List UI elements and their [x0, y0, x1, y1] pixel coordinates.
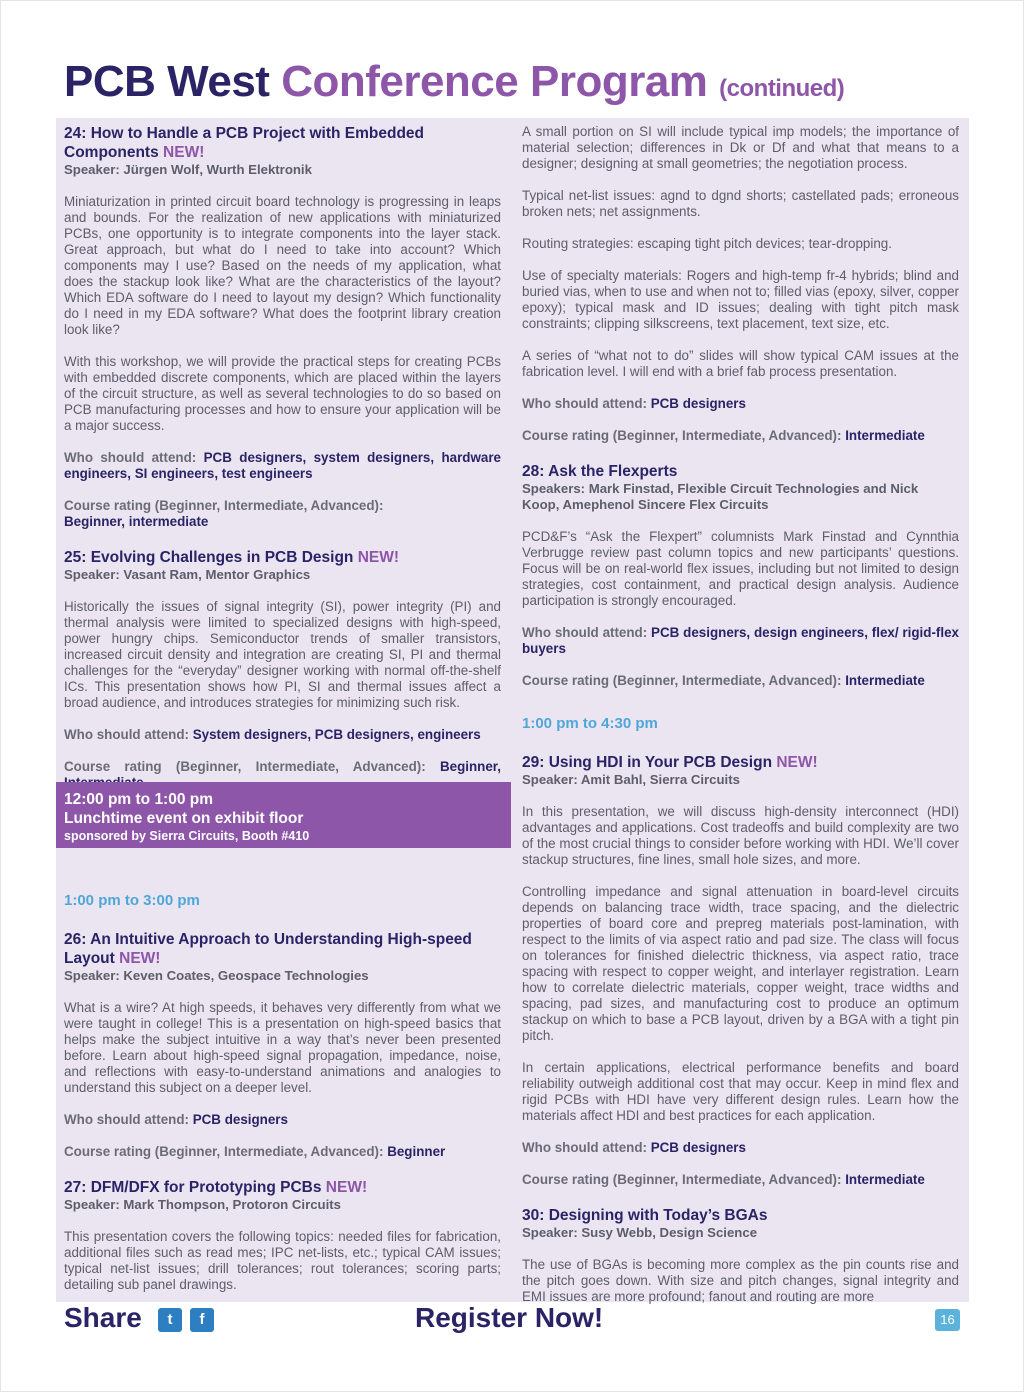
- page-title: [64, 56, 844, 115]
- course-rating: Course rating (Beginner, Intermediate, Advanced): Intermediate: [522, 673, 925, 688]
- twitter-icon[interactable]: t: [158, 1308, 182, 1332]
- session-speaker: Speakers: Mark Finstad, Flexible Circuit Technologies and Nick Koop, Amephenol Sincere Flex Circuits: [522, 481, 919, 512]
- session-title: 26: An Intuitive Approach to Understanding High-speed Layout NEW!: [64, 931, 472, 967]
- session-description: Miniaturization in printed circuit board technology is progressing in leaps and bounds. For the realization of new applications with miniaturized PCBs, one opportunity is to integrate components into the layer stack. Great approach, but what do I need to take into account? Which components may I use? Based on the needs of my application, what does the stackup look like? What are the characteristics of the layout? Which EDA software do I need to layout my design? Which functionality do I need in my EDA software? What does the footprint library creation look like?: [64, 194, 501, 337]
- time-slot: 1:00 pm to 3:00 pm: [64, 892, 200, 909]
- session-26: [64, 930, 501, 1160]
- session-25: [64, 548, 501, 791]
- who-should-attend: Who should attend: PCB designers: [64, 1112, 288, 1127]
- session-description: What is a wire? At high speeds, it behaves very differently from what we were taught in college! This is a presentation on high-speed basics that helps make the subject intuitive in a way that’s never been presented before. Learn about high-speed signal propagation, impedance, noise, and reflections with easy-to-understand animations and analogies to understand this subject on a deeper level.: [64, 1000, 501, 1095]
- session-speaker: Speaker: Keven Coates, Geospace Technologies: [64, 968, 369, 983]
- session-title: 29: Using HDI in Your PCB Design NEW!: [522, 754, 818, 771]
- session-description: Controlling impedance and signal attenuation in board-level circuits depends on balancing trace width, trace spacing, and the dielectric properties of board core and prepreg materials post-lamination, with respect to the limits of via aspect ratio and pad size. The class will focus on tolerances for finished dielectric thickness, via aspect ratio, trace spacing with respect to copper weight, and interlayer registration. Learn how to correlate dielectric materials, copper weight, trace widths and spacing, pad sizes, and manufacturing cost to produce an optimum stackup on which to base a PCB layout, driven by a BGA with a tight pin pitch.: [522, 884, 959, 1043]
- lunch-sponsor: sponsored by Sierra Circuits, Booth #410: [64, 829, 310, 843]
- title-main: Conference Program: [281, 57, 708, 106]
- left-column: [64, 124, 501, 807]
- new-badge: NEW!: [357, 549, 400, 566]
- title-continued: (continued): [719, 75, 845, 102]
- session-30: [522, 1206, 959, 1305]
- session-description: A series of “what not to do” slides will show typical CAM issues at the fabrication level. I will end with a brief fab process presentation.: [522, 348, 959, 379]
- lunch-time: 12:00 pm to 1:00 pm: [64, 791, 214, 808]
- register-now-link[interactable]: Register Now!: [415, 1302, 604, 1333]
- course-rating: Course rating (Beginner, Intermediate, Advanced): Beginner, intermediate: [64, 498, 384, 529]
- session-29: [522, 753, 959, 1188]
- session-speaker: Speaker: Jürgen Wolf, Wurth Elektronik: [64, 162, 312, 177]
- session-speaker: Speaker: Amit Bahl, Sierra Circuits: [522, 772, 740, 787]
- right-column: [522, 124, 959, 1321]
- session-description: In certain applications, electrical performance benefits and board reliability outweigh additional cost that may occur. Keep in mind flex and rigid PCBs with HDI have very different design rules. Learn how the materials affect HDI and best practices for each application.: [522, 1060, 959, 1123]
- new-badge: NEW!: [776, 754, 818, 771]
- who-should-attend: Who should attend: PCB designers: [522, 396, 746, 411]
- session-description: A small portion on SI will include typical imp models; the importance of material selection; differences in Dk or Df and what that means to a designer; designing at small geometries; the negotiation process.: [522, 124, 959, 171]
- session-title: 30: Designing with Today’s BGAs: [522, 1207, 768, 1224]
- facebook-icon[interactable]: f: [190, 1308, 214, 1332]
- new-badge: NEW!: [325, 1179, 368, 1196]
- session-description: Historically the issues of signal integrity (SI), power integrity (PI) and thermal analysis were limited to specialized designs with high-speed, power hungry chips. Semiconductor trends of smaller transistors, increased circuit density and integration are creating SI, PI and thermal challenges for the “everyday” designer working with normal off-the-shelf ICs. This presentation shows how PI, SI and thermal issues affect a broad audience, and introduces strategies for minimizing such risk.: [64, 599, 501, 710]
- new-badge: NEW!: [163, 144, 205, 161]
- session-description: Routing strategies: escaping tight pitch devices; tear-dropping.: [522, 236, 892, 251]
- session-speaker: Speaker: Susy Webb, Design Science: [522, 1225, 758, 1240]
- session-title: 28: Ask the Flexperts: [522, 463, 678, 480]
- session-28: [522, 462, 959, 689]
- course-rating: Course rating (Beginner, Intermediate, Advanced): Beginner: [64, 1144, 446, 1159]
- session-description: The use of BGAs is becoming more complex as the pin counts rise and the pitch goes down. With size and pitch changes, signal integrity and EMI issues are more profound; fanout and routing are more: [522, 1257, 959, 1304]
- session-speaker: Speaker: Vasant Ram, Mentor Graphics: [64, 567, 311, 582]
- session-description: This presentation covers the following topics: needed files for fabrication, additional files such as read mes; IPC net-lists, etc.; typical CAM issues; typical net-list issues; drill tolerances; rout tolerances; scoring parts; detailing sub panel drawings.: [64, 1229, 501, 1292]
- session-27-continued: [522, 124, 959, 444]
- left-column-lower: [64, 892, 501, 1309]
- session-title: 24: How to Handle a PCB Project with Embedded Components NEW!: [64, 125, 424, 161]
- who-should-attend: Who should attend: PCB designers: [522, 1140, 746, 1155]
- session-speaker: Speaker: Mark Thompson, Protoron Circuits: [64, 1197, 341, 1212]
- session-description: In this presentation, we will discuss high-density interconnect (HDI) advantages and applications. Cost tradeoffs and build complexity are two of the most crucial things to consider before working with HDI. We’ll cover stackup structures, fine lines, small hole sizes, and more.: [522, 804, 959, 867]
- title-brand: PCB West: [64, 57, 270, 106]
- course-rating: Course rating (Beginner, Intermediate, Advanced): Beginner,: [64, 759, 501, 774]
- session-27: [64, 1178, 501, 1293]
- session-title: 27: DFM/DFX for Prototyping PCBs NEW!: [64, 1179, 368, 1196]
- session-24: [64, 124, 501, 530]
- who-should-attend: Who should attend: System designers, PCB designers, engineers: [64, 727, 481, 742]
- footer: [0, 1300, 1024, 1340]
- who-should-attend: Who should attend: PCB designers, system designers, hardware engineers, SI engineers, test engineers: [64, 450, 501, 481]
- lunch-banner: [56, 782, 511, 848]
- session-description: Typical net-list issues: agnd to dgnd shorts; castellated pads; erroneous broken nets; net assignments.: [522, 188, 959, 219]
- session-description: With this workshop, we will provide the practical steps for creating PCBs with embedded discrete components, which are placed within the layers of the circuit structure, as well as several technologies to do so based on PCB manufacturing processes and how to ensure your application will be a major success.: [64, 354, 501, 433]
- who-should-attend: Who should attend: PCB designers, design engineers, flex/ rigid-flex buyers: [522, 625, 959, 656]
- share-label: Share: [64, 1302, 142, 1333]
- session-description: Use of specialty materials: Rogers and high-temp fr-4 hybrids; blind and buried vias, when to use and when not to; filled vias (epoxy, silver, copper epoxy); typical mask and ID issues; dealing with tight pitch mask constraints; clipping silkscreens, text placement, text size, etc.: [522, 268, 959, 331]
- new-badge: NEW!: [119, 950, 161, 967]
- page-number: 16: [935, 1309, 960, 1331]
- course-rating: Course rating (Beginner, Intermediate, Advanced): Intermediate: [522, 428, 925, 443]
- session-description: PCD&F’s “Ask the Flexpert” columnists Mark Finstad and Cynnthia Verbrugge review past column topics and new participants’ questions. Focus will be on real-world flex issues, including but not limited to design strategies, cost containment, and practical design analysis. Audience participation is strongly encouraged.: [522, 529, 959, 608]
- time-slot: 1:00 pm to 4:30 pm: [522, 715, 658, 732]
- lunch-event: Lunchtime event on exhibit floor: [64, 810, 304, 827]
- session-title: 25: Evolving Challenges in PCB Design NEW!: [64, 549, 400, 566]
- course-rating: Course rating (Beginner, Intermediate, Advanced): Intermediate: [522, 1172, 925, 1187]
